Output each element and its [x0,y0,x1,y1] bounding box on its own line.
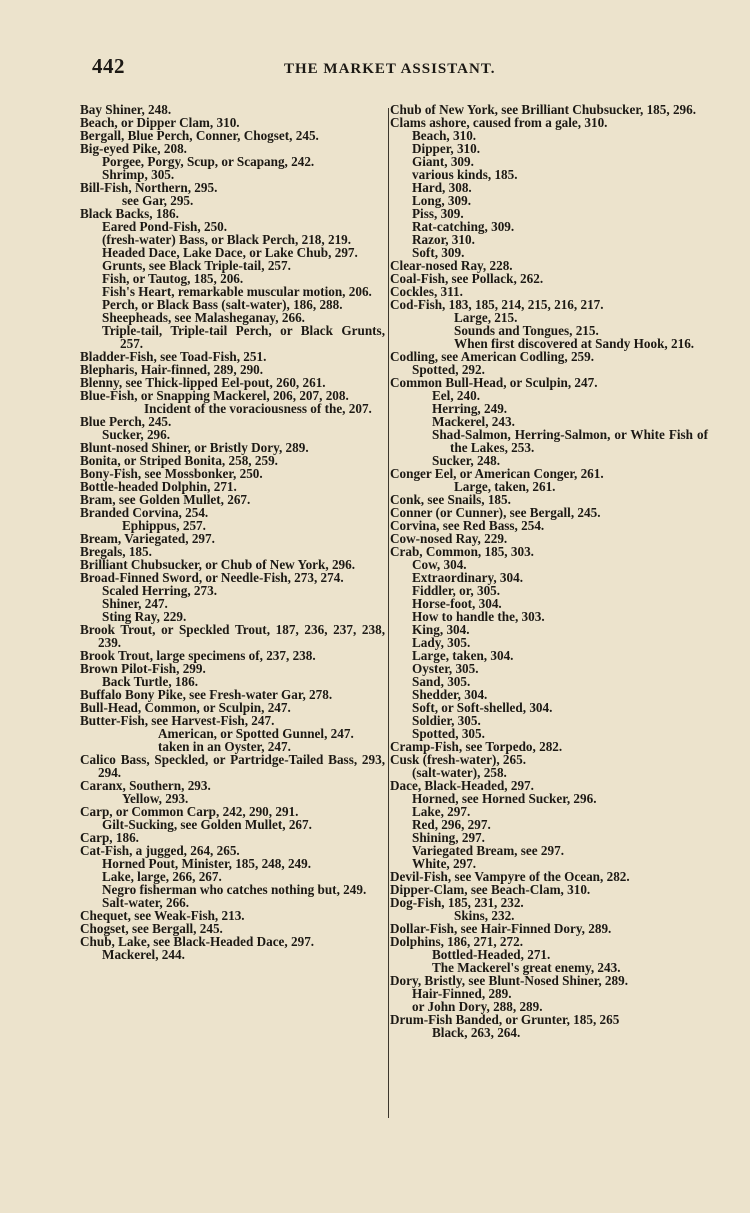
index-entry: Bull-Head, Common, or Sculpin, 247. [80,700,291,715]
index-entry: Blue-Fish, or Snapping Mackerel, 206, 207, 208. [80,388,349,403]
index-entry: Herring, 249. [432,401,508,416]
index-entry: Carp, or Common Carp, 242, 290, 291. [80,804,299,819]
index-entry: Brilliant Chubsucker, or Chub of New York, 296. [80,557,356,572]
index-entry: Spotted, 292. [412,362,485,377]
index-entry: taken in an Oyster, 247. [158,739,291,754]
index-entry: Triple-tail, Triple-tail Perch, or Black Grunts, 257. [102,323,385,351]
index-entry: Ephippus, 257. [122,518,206,533]
index-entry: Cat-Fish, a jugged, 264, 265. [80,843,240,858]
index-entry: Beach, 310. [412,128,477,143]
index-entry: Eel, 240. [432,388,480,403]
index-entry: Dipper-Clam, see Beach-Clam, 310. [390,882,591,897]
page-number: 442 [92,54,125,78]
index-entry: Mackerel, 244. [102,947,185,962]
index-entry: Codling, see American Codling, 259. [390,349,595,364]
index-entry: Bergall, Blue Perch, Conner, Chogset, 245. [80,128,319,143]
index-entry: Cockles, 311. [390,284,463,299]
index-entry: Yellow, 293. [122,791,189,806]
index-entry: Blenny, see Thick-lipped Eel-pout, 260, 261. [80,375,326,390]
index-entry: Bram, see Golden Mullet, 267. [80,492,251,507]
index-entry: Shiner, 247. [102,596,168,611]
index-entry: White, 297. [412,856,477,871]
index-entry: Rat-catching, 309. [412,219,515,234]
index-entry: Negro fisherman who catches nothing but, 249. [102,882,367,897]
index-entry: The Mackerel's great enemy, 243. [432,960,621,975]
index-entry: Razor, 310. [412,232,475,247]
index-entry: Blue Perch, 245. [80,414,172,429]
index-entry: Big-eyed Pike, 208. [80,141,187,156]
index-entry: Porgee, Porgy, Scup, or Scapang, 242. [102,154,315,169]
index-entry: Coal-Fish, see Pollack, 262. [390,271,544,286]
index-entry: Blepharis, Hair-finned, 289, 290. [80,362,264,377]
index-entry: Bill-Fish, Northern, 295. [80,180,218,195]
index-entry: Dipper, 310. [412,141,481,156]
index-entry: Black Backs, 186. [80,206,179,221]
index-entry: Mackerel, 243. [432,414,515,429]
index-entry: Cow, 304. [412,557,467,572]
index-entry: Conger Eel, or American Conger, 261. [390,466,604,481]
index-entry: Butter-Fish, see Harvest-Fish, 247. [80,713,275,728]
index-entry: Cod-Fish, 183, 185, 214, 215, 216, 217. [390,297,604,312]
index-entry: Beach, or Dipper Clam, 310. [80,115,240,130]
index-entry: Sounds and Tongues, 215. [454,323,599,338]
index-entry: Devil-Fish, see Vampyre of the Ocean, 282. [390,869,630,884]
index-entry: Caranx, Southern, 293. [80,778,211,793]
index-column-left [80,103,385,961]
index-entry: When first discovered at Sandy Hook, 216. [454,336,695,351]
index-entry: Perch, or Black Bass (salt-water), 186, 288. [102,297,343,312]
index-entry: Eared Pond-Fish, 250. [102,219,228,234]
index-entry: Large, taken, 261. [454,479,556,494]
index-entry: Brook Trout, large specimens of, 237, 238. [80,648,316,663]
index-entry: Soldier, 305. [412,713,481,728]
index-entry: Bream, Variegated, 297. [80,531,215,546]
index-entry: Shedder, 304. [412,687,488,702]
index-entry: Bay Shiner, 248. [80,102,172,117]
index-entry: Gilt-Sucking, see Golden Mullet, 267. [102,817,312,832]
index-entry: Giant, 309. [412,154,474,169]
index-entry: Skins, 232. [454,908,515,923]
index-entry: Variegated Bream, see 297. [412,843,564,858]
index-entry: Chub, Lake, see Black-Headed Dace, 297. [80,934,315,949]
index-entry: Horse-foot, 304. [412,596,502,611]
index-entry: Horned, see Horned Sucker, 296. [412,791,597,806]
index-entry: Scaled Herring, 273. [102,583,218,598]
index-entry: Cusk (fresh-water), 265. [390,752,527,767]
index-entry: Conner (or Cunner), see Bergall, 245. [390,505,601,520]
index-entry: Piss, 309. [412,206,464,221]
index-entry: King, 304. [412,622,470,637]
index-entry: Calico Bass, Speckled, or Partridge-Tailed Bass, 293, 294. [80,752,385,780]
index-entry: Common Bull-Head, or Sculpin, 247. [390,375,598,390]
index-entry: Fiddler, or, 305. [412,583,501,598]
index-entry: Grunts, see Black Triple-tail, 257. [102,258,291,273]
page-header [92,52,690,82]
index-entry: Extraordinary, 304. [412,570,523,585]
index-entry: Salt-water, 266. [102,895,190,910]
index-entry: Shining, 297. [412,830,485,845]
index-entry: Spotted, 305. [412,726,485,741]
index-entry: Chogset, see Bergall, 245. [80,921,223,936]
index-entry: Bregals, 185. [80,544,152,559]
index-entry: Dollar-Fish, see Hair-Finned Dory, 289. [390,921,612,936]
index-entry: Crab, Common, 185, 303. [390,544,534,559]
index-entry: various kinds, 185. [412,167,518,182]
index-entry: Sheepheads, see Malasheganay, 266. [102,310,305,325]
index-entry: Horned Pout, Minister, 185, 248, 249. [102,856,312,871]
index-entry: Dace, Black-Headed, 297. [390,778,534,793]
index-entry: Lake, large, 266, 267. [102,869,222,884]
index-entry: Hard, 308. [412,180,472,195]
index-entry: Carp, 186. [80,830,139,845]
index-entry: Bottle-headed Dolphin, 271. [80,479,237,494]
index-entry: Sucker, 296. [102,427,171,442]
index-entry: Shrimp, 305. [102,167,175,182]
index-entry: Large, 215. [454,310,518,325]
index-entry: Dog-Fish, 185, 231, 232. [390,895,524,910]
index-entry: How to handle the, 303. [412,609,545,624]
index-entry: Conk, see Snails, 185. [390,492,511,507]
index-entry: Red, 296, 297. [412,817,491,832]
index-entry: Dolphins, 186, 271, 272. [390,934,524,949]
index-entry: Corvina, see Red Bass, 254. [390,518,545,533]
index-column-right [390,103,708,1039]
index-entry: Black, 263, 264. [432,1025,521,1040]
index-entry: see Gar, 295. [122,193,194,208]
index-entry: Dory, Bristly, see Blunt-Nosed Shiner, 289. [390,973,629,988]
index-entry: Lake, 297. [412,804,471,819]
index-entry: (salt-water), 258. [412,765,507,780]
index-entry: Shad-Salmon, Herring-Salmon, or White Fish of the Lakes, 253. [432,427,708,455]
index-entry: Buffalo Bony Pike, see Fresh-water Gar, 278. [80,687,333,702]
index-entry: Sucker, 248. [432,453,501,468]
index-entry: Brown Pilot-Fish, 299. [80,661,206,676]
index-entry: Branded Corvina, 254. [80,505,209,520]
index-entry: Long, 309. [412,193,471,208]
index-entry: Chequet, see Weak-Fish, 213. [80,908,245,923]
index-entry: Bottled-Headed, 271. [432,947,551,962]
index-entry: Oyster, 305. [412,661,479,676]
index-entry: Soft, 309. [412,245,465,260]
index-entry: Sting Ray, 229. [102,609,187,624]
index-entry: Large, taken, 304. [412,648,514,663]
index-entry: Brook Trout, or Speckled Trout, 187, 236, 237, 238, 239. [80,622,385,650]
index-entry: Incident of the voraciousness of the, 207. [144,401,372,416]
index-entry: Chub of New York, see Brilliant Chubsucker, 185, 296. [390,102,697,117]
index-entry: Headed Dace, Lake Dace, or Lake Chub, 297. [102,245,358,260]
index-entry: Bladder-Fish, see Toad-Fish, 251. [80,349,267,364]
index-entry: American, or Spotted Gunnel, 247. [158,726,354,741]
index-entry: Drum-Fish Banded, or Grunter, 185, 265 [390,1012,620,1027]
index-entry: Broad-Finned Sword, or Needle-Fish, 273, 274. [80,570,344,585]
index-entry: Lady, 305. [412,635,471,650]
index-entry: Soft, or Soft-shelled, 304. [412,700,553,715]
index-entry: or John Dory, 288, 289. [412,999,543,1014]
index-entry: Bonita, or Striped Bonita, 258, 259. [80,453,278,468]
index-entry: Blunt-nosed Shiner, or Bristly Dory, 289. [80,440,309,455]
index-entry: Hair-Finned, 289. [412,986,512,1001]
index-entry: Fish, or Tautog, 185, 206. [102,271,244,286]
index-entry: Fish's Heart, remarkable muscular motion, 206. [102,284,372,299]
column-divider [388,108,389,1118]
index-entry: Clams ashore, caused from a gale, 310. [390,115,608,130]
index-entry: Cow-nosed Ray, 229. [390,531,508,546]
running-title: THE MARKET ASSISTANT. [284,61,496,77]
index-entry: Clear-nosed Ray, 228. [390,258,513,273]
index-entry: Back Turtle, 186. [102,674,198,689]
index-entry: (fresh-water) Bass, or Black Perch, 218, 219. [102,232,352,247]
index-entry: Cramp-Fish, see Torpedo, 282. [390,739,563,754]
index-entry: Sand, 305. [412,674,471,689]
index-entry: Bony-Fish, see Mossbonker, 250. [80,466,263,481]
